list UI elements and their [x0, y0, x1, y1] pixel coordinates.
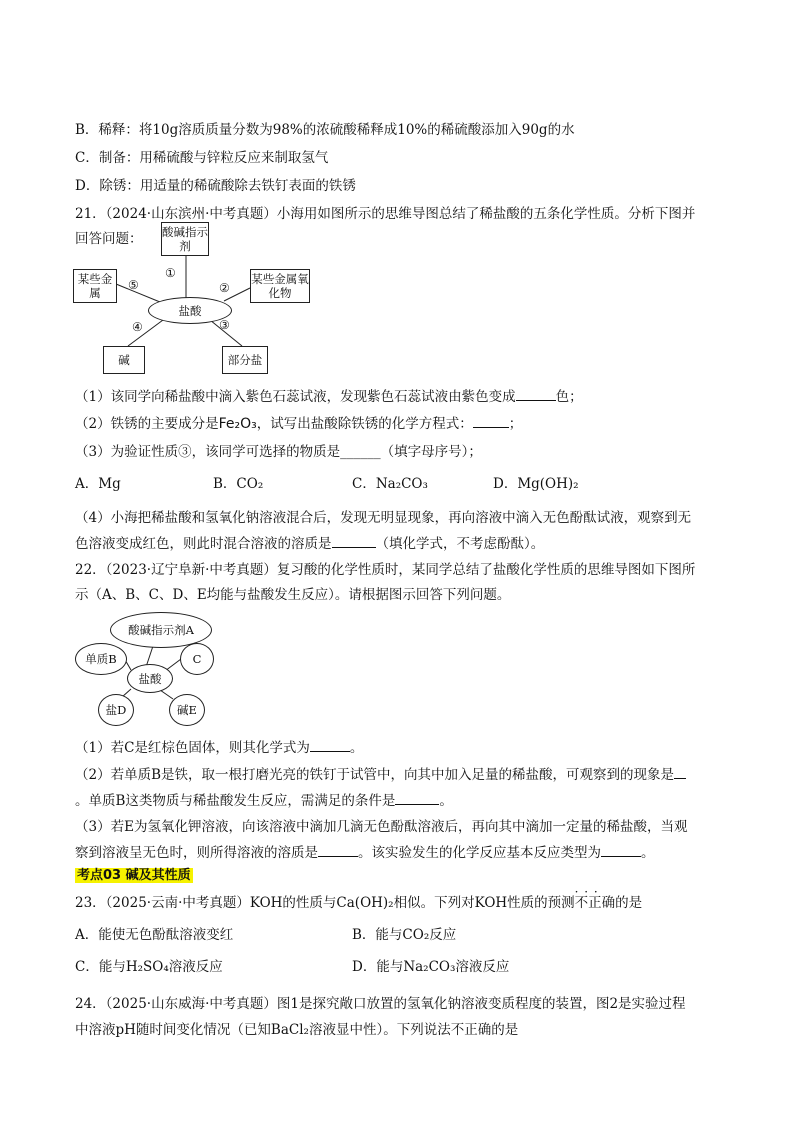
q22-part3-line1: （3）若E为氢氧化钾溶液，向该溶液中滴加几滴无色酚酞溶液后，再向其中滴加一定量的稀盐酸，当观	[75, 819, 688, 835]
label-5: ⑤	[128, 278, 139, 292]
q21-part2-text: （2）铁锈的主要成分是	[75, 416, 219, 432]
q21-option-d: D．Mg(OH)₂	[493, 476, 579, 492]
q23-emphasis: · · · 不正确	[575, 893, 616, 913]
c-circle: C	[180, 643, 214, 675]
salt-d-circle: 盐D	[98, 694, 134, 726]
answer-blank	[395, 790, 439, 805]
q21-part3: （3）为验证性质③，该同学可选择的物质是______（填字母序号）；	[75, 444, 482, 460]
q23-option-b: B．能与CO₂反应	[352, 927, 457, 943]
q21-part4-line1: （4）小海把稀盐酸和氢氧化钠溶液混合后，发现无明显现象，再向溶液中滴入无色酚酞试液，观察到无	[75, 510, 692, 526]
hydrochloric-acid-circle: 盐酸	[127, 664, 173, 693]
q21-option-b: B．CO₂	[213, 476, 264, 492]
q22-part3-text: 察到溶液呈无色时，则所得溶液的溶质是	[75, 845, 318, 861]
q23-option-a: A．能使无色酚酞溶液变红	[75, 927, 234, 943]
q21-stem-line1: 21．（2024·山东滨州·中考真题）小海用如图所示的思维导图总结了稀盐酸的五条化学性质。分析下图并	[75, 206, 696, 222]
section-heading-text: 考点03 碱及其性质	[77, 868, 191, 883]
option-c-prepare: C．制备：用稀硫酸与锌粒反应来制取氢气	[75, 150, 329, 166]
q24-stem-line1: 24．（2025·山东威海·中考真题）图1是探究敞口放置的氢氧化钠溶液变质程度的装置，图2是实验过程	[75, 996, 686, 1012]
q22-stem-line1: 22．（2023·辽宁阜新·中考真题）复习酸的化学性质时，某同学总结了盐酸化学性质的思维导图如下图所	[75, 562, 696, 578]
q21-part1-text: （1）该同学向稀盐酸中滴入紫色石蕊试液，发现紫色石蕊试液由紫色变成	[75, 389, 516, 405]
q22-part1-end: 。	[349, 740, 364, 756]
label-1: ①	[165, 266, 176, 280]
answer-blank	[601, 842, 641, 857]
q22-part3-text2: 。该实验发生的化学反应基本反应类型为	[358, 845, 601, 861]
q23-stem-text: 23．（2025·云南·中考真题）KOH的性质与Ca(OH)₂相似。下列对KOH性质的预测	[75, 895, 575, 911]
q23-stem	[75, 893, 642, 913]
q21-part2-text2: ，试写出盐酸除铁锈的化学方程式：	[256, 416, 473, 432]
base-e-circle: 碱E	[169, 694, 205, 726]
metal-oxide-box: 某些金属氧化物	[250, 269, 310, 303]
option-d-rust: D．除锈：用适量的稀硫酸除去铁钉表面的铁锈	[75, 178, 356, 194]
element-b-circle: 单质B	[75, 643, 127, 675]
label-3: ③	[219, 318, 230, 332]
indicator-a-circle: 酸碱指示剂A	[110, 612, 212, 648]
label-4: ④	[132, 320, 143, 334]
q21-part2-end: ；	[508, 416, 523, 432]
q23-option-c: C．能与H₂SO₄溶液反应	[75, 959, 223, 975]
q21-part4-text: 色溶液变成红色，则此时混合溶液的溶质是	[75, 536, 332, 552]
indicator-box: 酸碱指示剂	[161, 222, 209, 256]
q21-option-c: C．Na₂CO₃	[352, 476, 428, 492]
q22-part1-text: （1）若C是红棕色固体，则其化学式为	[75, 740, 310, 756]
q22-part3-line2	[75, 842, 655, 863]
answer-blank	[318, 842, 358, 857]
q22-part1	[75, 737, 363, 758]
option-b-dilute: B．稀释：将10g溶质质量分数为98%的浓硫酸稀释成10%的稀硫酸添加入90g的水	[75, 122, 575, 138]
answer-blank	[310, 737, 350, 752]
q22-part2-line1	[75, 764, 686, 785]
metal-box: 某些金属	[73, 269, 117, 303]
q23-stem-end: 的是	[615, 895, 643, 911]
q22-part2-text: （2）若单质B是铁，取一根打磨光亮的铁钉于试管中，向其中加入足量的稀盐酸，可观察到的现象是	[75, 767, 675, 783]
fe2o3-formula: Fe₂O₃	[218, 416, 257, 432]
q21-part1-end: 色；	[555, 389, 583, 405]
q23-option-d: D．能与Na₂CO₃溶液反应	[352, 959, 510, 975]
q21-option-a: A．Mg	[75, 476, 121, 492]
q24-stem-line2: 中溶液pH随时间变化情况（已知BaCl₂溶液显中性）。下列说法不正确的是	[75, 1022, 519, 1038]
salt-box: 部分盐	[222, 346, 268, 374]
q22-stem-line2: 示（A、B、C、D、E均能与盐酸发生反应）。请根据图示回答下列问题。	[75, 587, 511, 603]
q22-part3-end: 。	[641, 845, 655, 861]
section-heading	[75, 865, 193, 886]
base-box: 碱	[103, 346, 145, 374]
label-2: ②	[219, 281, 230, 295]
q21-stem-line2: 回答问题：	[75, 231, 143, 247]
q21-part4-end: （填化学式，不考虑酚酞）。	[375, 536, 545, 552]
q22-part2-text2: 。单质B这类物质与稀盐酸发生反应，需满足的条件是	[75, 793, 396, 809]
answer-blank	[674, 764, 686, 779]
hydrochloric-acid-ellipse: 盐酸	[148, 297, 232, 324]
q22-part2-line2	[75, 790, 453, 811]
q22-part2-end: 。	[439, 793, 453, 809]
